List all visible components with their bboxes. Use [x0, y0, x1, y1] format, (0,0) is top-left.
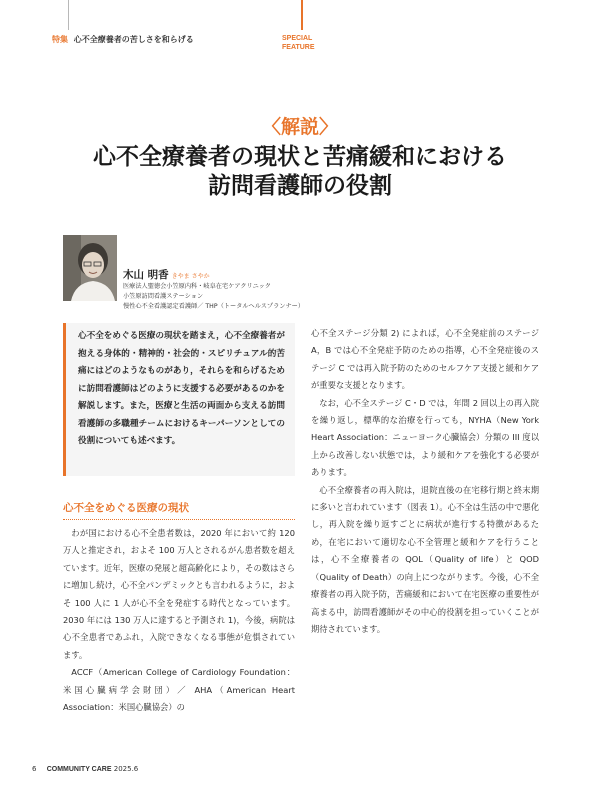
body-paragraph: なお，心不全ステージ C・D では，年間 2 回以上の再入院を繰り返し，標準的な治療を行っても，NYHA（New York Heart Association：ニューヨーク心臓協会）分類の III 度以上から改善しない状態では，より緩和ケアを強化する必要があります。: [311, 397, 539, 478]
article-title: 心不全療養者の現状と苦痛緩和における 訪問看護師の役割: [93, 144, 507, 199]
author-ruby: きやま さやか: [171, 273, 210, 280]
section-heading: 心不全をめぐる医療の現状: [63, 500, 295, 520]
magazine-name: COMMUNITY CARE: [46, 766, 112, 773]
special-feature-label: SPECIAL FEATURE: [282, 35, 315, 51]
body-paragraph: わが国における心不全患者数は，2020 年において約 120 万人と推定され，およそ 100 万人とされるがん患者数を超えています。近年，医療の発展と超高齢化により，その数はさらに増加し続け，心不全パンデミックとも言われるように，およそ 100 人に 1 人が心不全を発症する時代となっています。2030 年には 130 万人に達すると予測され 1)，今後，病院は心不全患者であふれ，入院できなくなる事態が危惧されています。: [63, 528, 295, 660]
issue-date: 2025.6: [113, 765, 139, 773]
article-category: 〈解説〉: [261, 116, 338, 138]
body-paragraph: 心不全療養者の再入院は，退院直後の在宅移行期と終末期に多いと言われています（図表 1）。心不全は生活の中で悪化し，再入院を繰り返すごとに病状が進行する特徴があるため，在宅において適切な心不全管理と緩和ケアを行うことは，心不全療養者の QOL（Quality of life）と QOD（Quality of Death）の向上につながります。今後，心不全療養者の再入院予防，苦痛緩和において在宅医療の重要性が高まる中，訪問看護師がその中心的役割を担っていくことが期待されています。: [311, 484, 539, 634]
running-header: [52, 34, 194, 45]
body-paragraph: ACCF（American College of Cardiology Foundation：米国心臓病学会財団）／ AHA（American Heart Association：米国心臓協会）の: [63, 667, 295, 713]
author-info: [123, 263, 304, 312]
author-name: 木山 明香: [123, 269, 169, 281]
feature-title: 心不全療養者の苦しさを和らげる: [73, 35, 194, 44]
author-affiliation: 小笠原訪問看護ステーション: [123, 293, 204, 300]
page-footer: [32, 765, 138, 773]
article-abstract: 心不全をめぐる医療の現状を踏まえ，心不全療養者が抱える身体的・精神的・社会的・スピリチュアル的苦痛にはどのようなものがあり，それらを和らげるために訪問看護師はどのように支援する必要があるのかを解説します。また，医療と生活の両面から支える訪問看護師の多職種チームにおけるキーパーソンとしての役割についても述べます。: [63, 323, 295, 476]
right-column-body: [311, 325, 539, 638]
feature-tag: 特集: [52, 35, 68, 44]
left-column-body: [63, 525, 295, 716]
author-photo: [63, 235, 117, 301]
top-accent-line: [301, 0, 303, 30]
author-affiliation: 医療法人聖徳会小笠原内科・岐阜在宅ケアクリニック: [123, 283, 271, 290]
body-paragraph: 心不全ステージ分類 2) によれば，心不全発症前のステージ A，B では心不全発症予防のための指導，心不全発症後のステージ C では再入院予防のためのセルフケア支援と緩和ケアが重要な支援となります。: [311, 328, 539, 391]
author-credentials: 慢性心不全看護認定看護師／ THP（トータルヘルスプランナー）: [123, 303, 305, 310]
top-divider-line: [68, 0, 69, 30]
page-number: 6: [32, 765, 37, 773]
